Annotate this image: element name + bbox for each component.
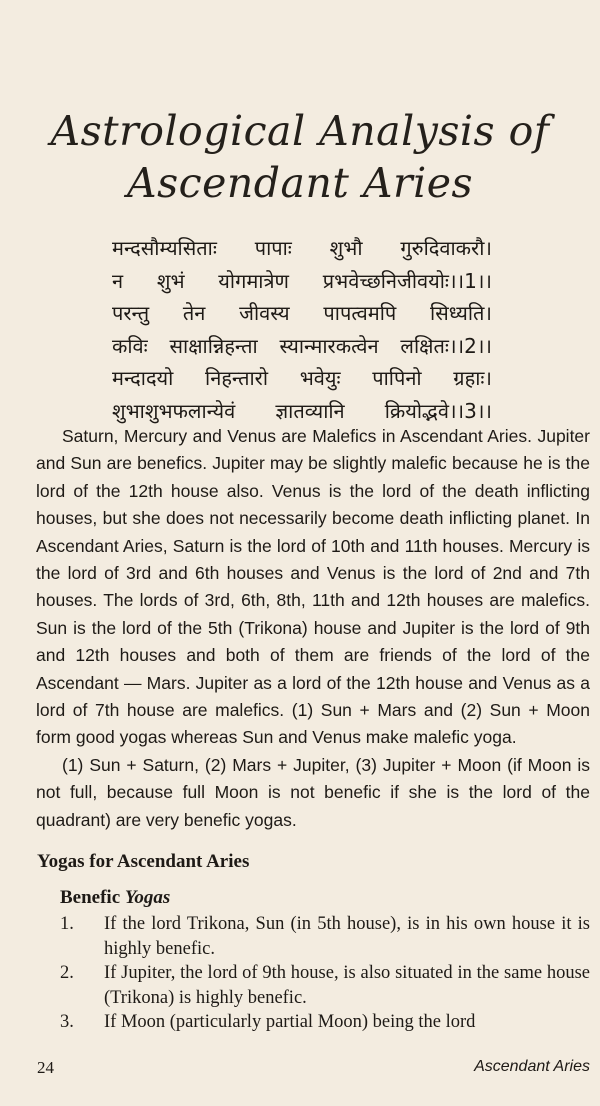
verse-line: शुभाशुभफलान्येवं ज्ञातव्यानि क्रियोद्भवे।।3।। [112, 398, 492, 423]
numbered-list [60, 912, 590, 1035]
verse-line: मन्दसौम्यसिताः पापाः शुभौ गुरुदिवाकरौ। [112, 236, 492, 260]
body-text [36, 423, 590, 834]
list-item [60, 1010, 590, 1035]
paragraph: Saturn, Mercury and Venus are Malefics in Ascendant Aries. Jupiter and Sun are benefics. Jupiter may be slightly malefic because he is the lord of the 12th house also. Venus is the lord of the death inflicting houses, but she does not necessarily become death inflicting planet. In Ascendant Aries, Saturn is the lord of 10th and 11th houses. Mercury is the lord of 3rd and 6th houses and Venus is the lord of 2nd and 7th houses. The lords of 3rd, 6th, 8th, 11th and 12th houses are malefics. Sun is the lord of the 5th (Trikona) house and Jupiter is the lord of 9th and 12th houses and both of them are friends of the lord of the Ascendant — Mars. Jupiter as a lord of the 12th house and Venus as a lord of 7th house are malefics. (1) Sun + Mars and (2) Sun + Moon form good yogas whereas Sun and Venus make malefic yoga. [36, 426, 590, 748]
list-item-text: If the lord Trikona, Sun (in 5th house), is in his own house it is highly benefic. [104, 914, 590, 959]
list-item-number: 2. [60, 963, 74, 983]
chapter-title-line-1: Astrological Analysis of [50, 107, 550, 155]
list-item-text: If Moon (particularly partial Moon) being the lord [104, 1012, 476, 1032]
running-title: Ascendant Aries [474, 1058, 590, 1075]
paragraph: (1) Sun + Saturn, (2) Mars + Jupiter, (3) Jupiter + Moon (if Moon is not full, because full Moon is not benefic if she is the lord of the quadrant) are very benefic yogas. [36, 754, 590, 830]
verse-line: न शुभं योगमात्रेण प्रभवेच्छनिजीवयोः।।1।। [112, 268, 492, 293]
list-item-number: 3. [60, 1012, 74, 1032]
list-item [60, 961, 590, 1010]
page-number: 24 [37, 1058, 54, 1077]
subheading-plain: Benefic [60, 887, 125, 908]
list-item-number: 1. [60, 914, 74, 934]
section-heading: Yogas for Ascendant Aries [37, 851, 250, 872]
list-item-text: If Jupiter, the lord of 9th house, is also situated in the same house (Trikona) is highly benefic. [104, 963, 590, 1008]
verse-line: कविः साक्षान्निहन्ता स्यान्मारकत्वेन लक्षितः।।2।। [112, 333, 492, 358]
list-item [60, 912, 590, 961]
sanskrit-verses [112, 232, 492, 427]
subheading [60, 887, 170, 909]
chapter-title-line-2: Ascendant Aries [126, 159, 473, 207]
subheading-italic: Yogas [124, 887, 171, 908]
verse-line: मन्दादयो निहन्तारो भवेयुः पापिनो ग्रहाः। [112, 366, 492, 390]
verse-line: परन्तु तेन जीवस्य पापत्वमपि सिध्यति। [112, 301, 492, 325]
